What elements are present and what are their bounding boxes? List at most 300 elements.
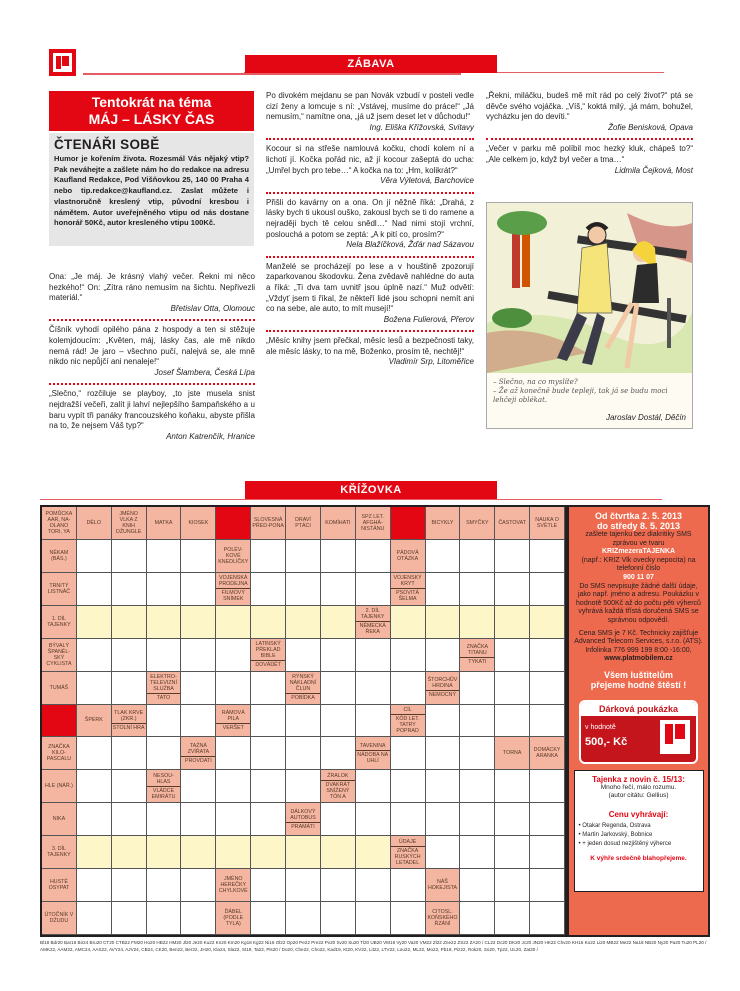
crossword-answer-cell[interactable] xyxy=(112,573,147,606)
crossword-clue-cell xyxy=(112,507,147,540)
clue-text: JMÉNO HEREČKY CHYLKOVÉ xyxy=(218,876,248,895)
winner-item: • + jeden dosud nezjištěný výherce xyxy=(578,840,672,847)
crossword-solution-cell[interactable] xyxy=(460,606,495,639)
crossword-answer-cell[interactable] xyxy=(426,540,461,573)
voucher-value: 500,- Kč xyxy=(585,735,628,748)
crossword-clue-cell xyxy=(495,737,530,770)
sms-rules: Do SMS nevpisujte žádné další údaje, jako např. jméno a adresu. Poukázku v hodnotě 500Kč až do počtu pěti výherců vyhrává každá třístá doručená SMS se správnou odpovědí. xyxy=(576,582,701,624)
wish-line1: Všem luštitelům xyxy=(603,669,674,680)
crossword-solution-cell[interactable] xyxy=(530,606,565,639)
crossword-answer-cell[interactable] xyxy=(147,705,182,738)
crossword-answer-cell[interactable] xyxy=(112,803,147,836)
crossword-clue-cell xyxy=(321,507,356,540)
joke-author: Anton Katrenčík, Hranice xyxy=(166,431,255,441)
dotted-separator xyxy=(266,192,474,194)
crossword-answer-cell[interactable] xyxy=(495,573,530,606)
crossword-answer-cell[interactable] xyxy=(181,705,216,738)
crossword-clue-cell xyxy=(216,540,251,573)
winners-title: Cenu vyhrávají: xyxy=(608,809,669,819)
crossword-answer-cell[interactable] xyxy=(147,639,182,672)
clue-text: ŽRALOK xyxy=(327,772,349,779)
crossword-answer-cell[interactable] xyxy=(112,639,147,672)
crossword-answer-cell[interactable] xyxy=(181,639,216,672)
crossword-clue-cell xyxy=(356,737,391,770)
crossword-clue-cell xyxy=(460,639,495,672)
crossword-answer-cell[interactable] xyxy=(181,902,216,935)
crossword-clue-cell xyxy=(286,672,321,705)
crossword-answer-cell[interactable] xyxy=(147,573,182,606)
crossword-clue-cell xyxy=(495,507,530,540)
crossword-answer-cell[interactable] xyxy=(147,902,182,935)
joke-author: Božena Fulierová, Přerov xyxy=(383,314,474,324)
cartoon-illustration xyxy=(486,202,693,429)
crossword-answer-cell[interactable] xyxy=(147,869,182,902)
joke-text: Ona: „Je máj. Je krásný vlahý večer. Řekni mi něco hezkého!“ On: „Zítra ráno nemusím na šichtu. Nepřivezli materiál.“ xyxy=(49,272,255,303)
crossword-solution-cell[interactable] xyxy=(77,836,112,869)
kaufland-logo-icon xyxy=(49,49,76,76)
crossword-answer-cell[interactable] xyxy=(77,573,112,606)
crossword-answer-cell[interactable] xyxy=(495,902,530,935)
crossword-answer-cell[interactable] xyxy=(112,770,147,803)
crossword-answer-cell[interactable] xyxy=(251,573,286,606)
clue-text: KIOSEK xyxy=(188,519,209,526)
crossword-answer-cell[interactable] xyxy=(356,869,391,902)
dotted-separator xyxy=(266,138,474,140)
crossword-answer-cell[interactable] xyxy=(251,705,286,738)
crossword-clue-cell xyxy=(216,705,251,738)
crossword-answer-cell[interactable] xyxy=(460,803,495,836)
gift-voucher xyxy=(579,700,698,764)
clue-text: RÁMOVÁ PILA xyxy=(221,709,245,722)
crossword-clue-cell xyxy=(42,573,77,606)
winner-item: • Martin Jarkovský, Bobnice xyxy=(578,831,653,838)
crossword-solution-cell[interactable] xyxy=(426,606,461,639)
clue-text: TLAK KRVE (ZKR.) xyxy=(114,709,144,722)
clue-text: NIKA xyxy=(52,816,66,823)
crossword-clue-cell xyxy=(426,902,461,935)
crossword-clue-cell xyxy=(42,803,77,836)
crossword-answer-cell[interactable] xyxy=(321,573,356,606)
crossword-clue-cell xyxy=(77,507,112,540)
clue-text: STOLNÍ HRA xyxy=(112,723,147,731)
clue-text: HLE (NÁŘ.) xyxy=(44,783,73,790)
crossword-answer-cell[interactable] xyxy=(181,770,216,803)
cartoon-caption-line: – Slečno, na co myslíte? xyxy=(493,378,578,386)
joke-author: Břetislav Otta, Olomouc xyxy=(170,303,255,313)
crossword-answer-cell[interactable] xyxy=(286,770,321,803)
crossword-answer-cell[interactable] xyxy=(77,803,112,836)
clue-text: DOMÁCKY ARANKA xyxy=(533,747,561,760)
clue-text: VOJENSKÁ PRODEJNA xyxy=(218,575,248,588)
crossword-answer-cell[interactable] xyxy=(77,737,112,770)
clue-text: VERŠET xyxy=(216,723,251,731)
crossword-solution-cell[interactable] xyxy=(391,606,426,639)
crossword-solution-cell[interactable] xyxy=(181,606,216,639)
crossword-answer-cell[interactable] xyxy=(77,672,112,705)
crossword-answer-cell[interactable] xyxy=(77,902,112,935)
crossword-solution-cell[interactable] xyxy=(286,836,321,869)
crossword-clue-cell xyxy=(147,672,182,705)
crossword-answer-cell[interactable] xyxy=(77,540,112,573)
cartoon-author: Jaroslav Dostál, Děčín xyxy=(605,413,686,422)
crossword-answer-cell[interactable] xyxy=(460,836,495,869)
crossword-answer-cell[interactable] xyxy=(216,770,251,803)
crossword-clue-cell xyxy=(426,672,461,705)
crossword-answer-cell[interactable] xyxy=(286,869,321,902)
cartoon-caption-line: – Že až konečně bude tepleji, tak já se budu moci lehčeji oblékat. xyxy=(493,387,668,404)
clue-text: DOVÁDĚT xyxy=(251,660,286,668)
distribution-codes-footer xyxy=(40,939,710,953)
crossword-answer-cell[interactable] xyxy=(321,639,356,672)
clue-text: FILMOVÝ SNÍMEK xyxy=(216,588,251,602)
crossword-answer-cell[interactable] xyxy=(356,902,391,935)
crossword-answer-cell[interactable] xyxy=(530,540,565,573)
section-title-krizovka: KŘÍŽOVKA xyxy=(245,481,497,499)
clue-text: DRAVÍ PTÁCI xyxy=(295,516,311,529)
clue-text: TUMÁŠ xyxy=(49,684,69,691)
clue-text: PROVDATI xyxy=(181,756,216,764)
crossword-clue-cell xyxy=(147,770,182,803)
crossword-answer-cell[interactable] xyxy=(495,836,530,869)
crossword-answer-cell[interactable] xyxy=(77,869,112,902)
crossword-answer-cell[interactable] xyxy=(460,705,495,738)
crossword-answer-cell[interactable] xyxy=(530,705,565,738)
crossword-answer-cell[interactable] xyxy=(251,770,286,803)
crossword-solution-cell[interactable] xyxy=(147,606,182,639)
clue-text: ĎÁBEL (PODLE TYLA) xyxy=(223,909,244,928)
clue-text: JMÉNO VLKA Z KNIH DŽUNGLE xyxy=(116,510,142,535)
clue-text: ÚDAJE xyxy=(398,838,417,845)
jokes-column-1 xyxy=(49,272,255,445)
crossword-answer-cell[interactable] xyxy=(495,672,530,705)
crossword-solution-cell[interactable] xyxy=(321,836,356,869)
crossword-answer-cell[interactable] xyxy=(391,869,426,902)
crossword-solution-cell[interactable] xyxy=(147,836,182,869)
crossword-answer-cell[interactable] xyxy=(391,803,426,836)
crossword-clue-cell xyxy=(391,540,426,573)
crossword-answer-cell[interactable] xyxy=(356,639,391,672)
crossword-answer-cell[interactable] xyxy=(426,803,461,836)
crossword-solution-cell[interactable] xyxy=(251,606,286,639)
cartoon-caption xyxy=(493,378,692,405)
crossword-clue-cell xyxy=(42,507,77,540)
joke-text: Číšník vyhodí opilého pána z hospody a ten si stěžuje kolemjdoucím: „Květen, máj, lásky čas, ale mě nikdo nemá rád! Je jaro – všechno pučí, nalejvá se, ale mně nikdo nic nepůjčí ani nenaleje!“ xyxy=(49,325,255,367)
crossword-answer-cell[interactable] xyxy=(426,639,461,672)
crossword-clue-cell xyxy=(42,606,77,639)
clue-text: NESOU-HLAS xyxy=(153,772,174,785)
crossword-answer-cell[interactable] xyxy=(321,672,356,705)
crossword-answer-cell[interactable] xyxy=(356,705,391,738)
clue-text: SMYČKY xyxy=(466,519,489,526)
crossword-answer-cell[interactable] xyxy=(251,540,286,573)
crossword-answer-cell[interactable] xyxy=(530,573,565,606)
crossword-answer-cell[interactable] xyxy=(426,836,461,869)
section-title-zabava: ZÁBAVA xyxy=(245,55,497,73)
clue-text: LATINSKÝ PŘEKLAD BIBLE xyxy=(255,641,281,660)
crossword-answer-cell[interactable] xyxy=(251,737,286,770)
crossword-solution-cell[interactable] xyxy=(181,836,216,869)
clue-text: POLÉV-KOVÉ KNEDLÍČKY xyxy=(218,546,249,565)
crossword-clue-cell xyxy=(181,737,216,770)
clue-text: POMŮCKA AAR, NA-OLANO TORI, YA xyxy=(45,510,73,535)
crossword-answer-cell[interactable] xyxy=(391,902,426,935)
winner-name: + jeden dosud nezjištěný výherce xyxy=(582,840,672,847)
crossword-answer-cell[interactable] xyxy=(181,672,216,705)
clue-text: ZNAČKA TITANU xyxy=(466,644,489,657)
crossword-answer-cell[interactable] xyxy=(216,639,251,672)
joke-author: Věra Výletová, Barchovice xyxy=(380,176,474,186)
clue-text: TATO xyxy=(147,693,182,701)
crossword-answer-cell[interactable] xyxy=(460,573,495,606)
crossword-clue-cell xyxy=(426,507,461,540)
crossword-clue-cell xyxy=(181,507,216,540)
crossword-answer-cell[interactable] xyxy=(356,770,391,803)
crossword-answer-cell[interactable] xyxy=(216,737,251,770)
theme-line1: Tentokrát na téma xyxy=(91,94,212,110)
crossword-solution-cell[interactable] xyxy=(216,606,251,639)
crossword-answer-cell[interactable] xyxy=(286,639,321,672)
dotted-separator xyxy=(486,138,693,140)
crossword-answer-cell[interactable] xyxy=(460,770,495,803)
crossword-answer-cell[interactable] xyxy=(321,803,356,836)
crossword-solution-cell[interactable] xyxy=(286,606,321,639)
sms-instructions: zašlete tajenku bez diakritiky SMS zprávou ve tvaru xyxy=(585,531,692,547)
clue-text: 1. DÍL TAJENKY xyxy=(47,615,71,628)
dotted-separator xyxy=(49,319,255,321)
footer-line1: Bl18 Bdr20 Bar16 Bir24 Bru20 CT20 CTB22 FM20 Ho20 HB22 HM20 Jl20 Je20 Ku22 Kn20 Km20 Kg18 Kg22 Ni16 Ol22 Op20 Pe22 Pre22 Pv20 Sv20 Su20 Tl20 UB20 VM16 Vy20 Va20 VM22 Zl22 Zne22 ZS22 ZA20 / CL22 Dc20 DK20 Jc20 JN20 HK22 Chv20 KH16 Ko22 Li20 MB22 Me22 Na18 NB20 Ny20 Pa20 Tu20 PL20 / xyxy=(40,940,707,945)
header-rule xyxy=(83,73,461,75)
crossword-answer-cell[interactable] xyxy=(147,540,182,573)
clue-text: ÚTOČNÍK V DŽUDU xyxy=(44,912,74,925)
crossword-answer-cell[interactable] xyxy=(321,869,356,902)
clue-text: RÝNSKÝ NÁKLADNÍ ČLUN xyxy=(289,674,317,693)
crossword-answer-cell[interactable] xyxy=(181,573,216,606)
sms-pricing: Cena SMS je 7 Kč. Technicky zajišťuje Advanced Telecom Services, s.r.o. (ATS). Infolinka 776 999 199 8:00 -16:00, xyxy=(574,629,703,654)
crossword-rule xyxy=(40,499,662,500)
crossword-sidebar xyxy=(567,505,710,937)
crossword-solution-cell[interactable] xyxy=(321,606,356,639)
crossword-answer-cell[interactable] xyxy=(530,902,565,935)
wish-line2: přejeme hodně štěstí ! xyxy=(590,679,687,690)
sms-format: KRIZmezeraTAJENKA xyxy=(602,548,675,556)
clue-text: HUSTĚ OSYPAT xyxy=(48,879,70,892)
crossword-answer-cell[interactable] xyxy=(77,639,112,672)
clue-text: BÝVALÝ ŠPANĚL-SKÝ CYKLISTA xyxy=(46,642,72,667)
crossword-answer-cell[interactable] xyxy=(147,803,182,836)
joke-author: Josef Šlambera, Česká Lípa xyxy=(154,367,255,377)
crossword-clue-cell xyxy=(251,639,286,672)
joke-author: Žofie Benisková, Opava xyxy=(608,122,693,132)
clue-text: ČASTOVAT xyxy=(498,519,527,526)
clue-text: TRNITÝ LISTNÁČ xyxy=(47,582,71,595)
crossword-answer-cell[interactable] xyxy=(460,902,495,935)
crossword-answer-cell[interactable] xyxy=(356,573,391,606)
crossword-answer-cell[interactable] xyxy=(112,540,147,573)
crossword-answer-cell[interactable] xyxy=(426,573,461,606)
crossword-answer-cell[interactable] xyxy=(112,737,147,770)
dotted-separator xyxy=(266,256,474,258)
crossword-solution-cell[interactable] xyxy=(77,606,112,639)
crossword-answer-cell[interactable] xyxy=(391,737,426,770)
sms-website-link[interactable]: www.platmobilem.cz xyxy=(604,655,673,663)
crossword-answer-cell[interactable] xyxy=(286,573,321,606)
clue-text: TAVENINA xyxy=(359,742,386,749)
readers-box-title: ČTENÁŘI SOBĚ xyxy=(54,137,160,152)
crossword-answer-cell[interactable] xyxy=(426,705,461,738)
crossword-clue-cell xyxy=(42,737,77,770)
crossword-answer-cell[interactable] xyxy=(286,540,321,573)
crossword-answer-cell[interactable] xyxy=(112,869,147,902)
crossword-answer-cell[interactable] xyxy=(460,672,495,705)
clue-text: DĚLO xyxy=(86,519,101,526)
crossword-answer-cell[interactable] xyxy=(460,737,495,770)
crossword-blocked-cell xyxy=(216,507,251,540)
clue-text: ŠTORCHŮV HRDINA xyxy=(427,677,458,690)
crossword-answer-cell[interactable] xyxy=(251,869,286,902)
crossword-answer-cell[interactable] xyxy=(321,540,356,573)
crossword-solution-cell[interactable] xyxy=(216,836,251,869)
voucher-title: Dárková poukázka xyxy=(581,702,696,716)
clue-text: DÁLKOVÝ AUTOBUS xyxy=(290,808,316,821)
crossword-answer-cell[interactable] xyxy=(495,705,530,738)
crossword-clue-cell xyxy=(530,737,565,770)
clue-text: VLÁDCE EMIRÁTU xyxy=(147,786,182,800)
crossword-clue-cell xyxy=(112,705,147,738)
crossword-clue-cell xyxy=(77,705,112,738)
dotted-separator xyxy=(266,330,474,332)
crossword-answer-cell[interactable] xyxy=(495,869,530,902)
clue-text: PSOVITÁ ŠELMA xyxy=(391,588,426,602)
clue-text: TAŽNÁ ZVÍŘATA xyxy=(187,742,210,755)
crossword-answer-cell[interactable] xyxy=(251,672,286,705)
crossword-solution-cell[interactable] xyxy=(251,836,286,869)
crossword-answer-cell[interactable] xyxy=(530,836,565,869)
clue-text: DVAKRÁT SNÍŽENÝ TÓN A xyxy=(321,780,356,800)
crossword-answer-cell[interactable] xyxy=(530,803,565,836)
crossword-answer-cell[interactable] xyxy=(181,803,216,836)
crossword-answer-cell[interactable] xyxy=(356,803,391,836)
joke-author: Ing. Eliška Křížovská, Svitavy xyxy=(369,122,474,132)
crossword-clue-cell xyxy=(426,869,461,902)
clue-text: BICYKLY xyxy=(431,519,454,526)
crossword-clue-cell xyxy=(147,507,182,540)
crossword-answer-cell[interactable] xyxy=(530,869,565,902)
crossword-solution-cell[interactable] xyxy=(356,836,391,869)
crossword-answer-cell[interactable] xyxy=(530,770,565,803)
crossword-answer-cell[interactable] xyxy=(181,540,216,573)
crossword-answer-cell[interactable] xyxy=(391,770,426,803)
crossword-answer-cell[interactable] xyxy=(321,705,356,738)
clue-text: MATKA xyxy=(154,519,173,526)
crossword-answer-cell[interactable] xyxy=(530,672,565,705)
clue-text: KOMÍHATI xyxy=(325,519,351,526)
crossword-answer-cell[interactable] xyxy=(391,639,426,672)
crossword-answer-cell[interactable] xyxy=(286,705,321,738)
clue-text: ELEKTRO-TELEVIZNÍ SLUŽBA xyxy=(150,674,177,693)
clue-text: SLOVESNÁ PŘED-PONA xyxy=(252,516,284,529)
crossword-answer-cell[interactable] xyxy=(321,737,356,770)
clue-text: TYKATI xyxy=(460,657,495,665)
crossword-answer-cell[interactable] xyxy=(112,902,147,935)
crossword-answer-cell[interactable] xyxy=(495,770,530,803)
crossword-answer-cell[interactable] xyxy=(147,737,182,770)
footer-line2: AMK22, AAM22, AMC24, AAS22, AVY24, AJV24, CB24, CK20, Ben22, Ber22, JH20, Kla24, Sla22, St19, Ta22, Pis20 / Do20, Che22, Cho22, Kad19, Kt20, KV22, Lit22, LTV22, Lou22, ML22, Mo22, Pb19, Piz22, Rok20, So20, Tp22, UL20, Zat20 / xyxy=(40,947,538,952)
crossword-answer-cell[interactable] xyxy=(321,902,356,935)
crossword-answer-cell[interactable] xyxy=(356,672,391,705)
crossword-answer-cell[interactable] xyxy=(426,737,461,770)
crossword-answer-cell[interactable] xyxy=(356,540,391,573)
clue-text: PRAMÁTI xyxy=(286,822,321,830)
cartoon-drawing-icon xyxy=(487,203,692,373)
crossword-answer-cell[interactable] xyxy=(216,803,251,836)
crossword-answer-cell[interactable] xyxy=(77,770,112,803)
crossword-answer-cell[interactable] xyxy=(216,672,251,705)
crossword-clue-cell xyxy=(391,573,426,606)
joke-author: Vladimír Srp, Litoměřice xyxy=(388,357,474,367)
winners-list xyxy=(579,822,703,849)
crossword-answer-cell[interactable] xyxy=(460,869,495,902)
crossword-answer-cell[interactable] xyxy=(286,902,321,935)
clue-text: ŠPERK xyxy=(84,717,103,724)
clue-text: PÁDOVÁ OTÁZKA xyxy=(396,549,419,562)
crossword-answer-cell[interactable] xyxy=(391,672,426,705)
crossword-answer-cell[interactable] xyxy=(460,540,495,573)
result-title: Tajenka z novin č. 15/13: xyxy=(592,774,685,784)
crossword-clue-cell xyxy=(251,507,286,540)
joke-text: Přišli do kavárny on a ona. On jí něžně říká: „Drahá, z lásky bych ti ukousl ouško, zakousl bych se ti do ramene a nejraději bych tě celou snědl…“ Nad nimi stojí vrchní, poslouchá a potom se zeptá: „A k pití co, prosím?“ xyxy=(266,197,474,239)
result-quote: Mnoho řečí, málo rozumu. xyxy=(600,783,677,791)
joke-text: „Řekni, miláčku, budeš mě mít rád po celý život?“ ptá se děvče svého vojáčka. „Víš,“ koktá milý, „já mám, bohužel, vycházku jen do devíti.“ xyxy=(486,91,693,122)
crossword-solution-cell[interactable] xyxy=(112,606,147,639)
crossword-answer-cell[interactable] xyxy=(495,540,530,573)
joke-text: Po divokém mejdanu se pan Novák vzbudí v posteli vedle cizí ženy a lomcuje s ní: „Vstávej, musíme do práce!“ „Já nemusím,“ namítne ona, „já už jsem deset let v důchodu!“ xyxy=(266,91,474,122)
crossword-answer-cell[interactable] xyxy=(251,803,286,836)
crossword-solution-cell[interactable] xyxy=(495,606,530,639)
jokes-column-2 xyxy=(266,91,474,371)
crossword-grid xyxy=(40,505,567,937)
contest-date-end: do středy 8. 5. 2013 xyxy=(596,521,681,531)
crossword-clue-cell xyxy=(356,507,391,540)
joke-author: Nela Blažíčková, Žďár nad Sázavou xyxy=(346,240,474,250)
crossword-clue-cell xyxy=(42,639,77,672)
crossword-blocked-cell xyxy=(42,705,77,738)
crossword-answer-cell[interactable] xyxy=(530,639,565,672)
crossword-answer-cell[interactable] xyxy=(181,869,216,902)
crossword-clue-cell xyxy=(286,803,321,836)
joke-text: „Měsíc knihy jsem přečkal, měsíc lesů a bezpečnosti taky, ale měsíc lásky, to na mě, Boženko, prosím tě, nechtěj!“ xyxy=(266,336,474,356)
crossword-solution-cell[interactable] xyxy=(112,836,147,869)
clue-text: POBÍDKA xyxy=(286,693,321,701)
clue-text: VOJENSKÝ KRYT xyxy=(393,575,422,588)
crossword-answer-cell[interactable] xyxy=(286,737,321,770)
winner-name: Martin Jarkovský, Bobnice xyxy=(582,831,653,838)
crossword-answer-cell[interactable] xyxy=(112,672,147,705)
clue-text: NAUKA O SVĚTLE xyxy=(535,516,559,529)
crossword-answer-cell[interactable] xyxy=(495,803,530,836)
crossword-blocked-cell xyxy=(391,507,426,540)
winner-name: Otakar Regenda, Ostrava xyxy=(582,822,651,829)
crossword-clue-cell xyxy=(42,836,77,869)
joke-text: „Slečno,“ rozčiluje se playboy, „to jste musela snist nejdražší večeři, zalít ji lahví nejlepšího šampaňského a u baru vypít tři panáky francouzského koňaku, abyste přišla na to, že nejsem Váš typ?“ xyxy=(49,389,255,431)
theme-line2: MÁJ – LÁSKY ČAS xyxy=(88,111,215,127)
clue-text: 2. DÍL TAJENKY xyxy=(361,608,385,621)
crossword-clue-cell xyxy=(321,770,356,803)
crossword-answer-cell[interactable] xyxy=(251,902,286,935)
crossword-answer-cell[interactable] xyxy=(495,639,530,672)
clue-text: CÍL xyxy=(403,706,412,713)
dotted-separator xyxy=(49,383,255,385)
crossword-answer-cell[interactable] xyxy=(426,770,461,803)
